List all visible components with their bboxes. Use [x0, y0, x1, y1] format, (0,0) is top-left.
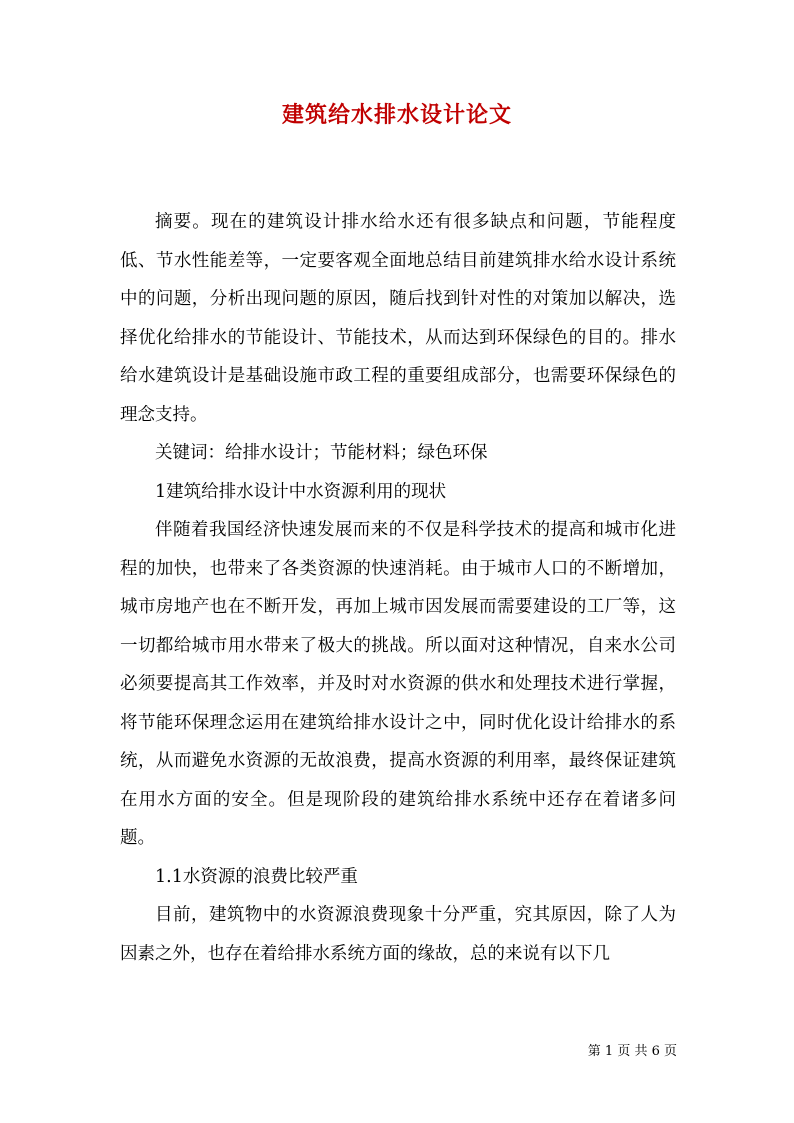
document-title: 建筑给水排水设计论文	[281, 102, 512, 128]
keywords-line: 关键词：给排水设计；节能材料；绿色环保	[155, 443, 488, 463]
page-number-footer: 第 1 页 共 6 页	[587, 1044, 677, 1059]
abstract-paragraph: 摘要。现在的建筑设计排水给水还有很多缺点和问题，节能程度低、节水性能差等，一定要客观全面地总结目前建筑排水给水设计系统中的问题，分析出现问题的原因，随后找到针对性的对策加以解决，选择优化给排水的节能设计、节能技术，从而达到环保绿色的目的。排水给水建筑设计是基础设施市政工程的重要组成部分，也需要环保绿色的理念支持。	[120, 212, 676, 425]
section-1-heading: 1建筑给排水设计中水资源利用的现状	[155, 481, 447, 502]
section-1-paragraph: 伴随着我国经济快速发展而来的不仅是科学技术的提高和城市化进程的加快，也带来了各类资源的快速消耗。由于城市人口的不断增加，城市房地产也在不断开发，再加上城市因发展而需要建设的工厂等，这一切都给城市用水带来了极大的挑战。所以面对这种情况，自来水公司必须要提高其工作效率，并及时对水资源的供水和处理技术进行掌握，将节能环保理念运用在建筑给排水设计之中，同时优化设计给排水的系统，从而避免水资源的无故浪费，提高水资源的利用率，最终保证建筑在用水方面的安全。但是现阶段的建筑给排水系统中还存在着诸多问题。	[120, 520, 676, 848]
section-1-1-paragraph: 目前，建筑物中的水资源浪费现象十分严重，究其原因，除了人为因素之外，也存在着给排水系统方面的缘故，总的来说有以下几	[120, 905, 676, 964]
document-body	[120, 203, 676, 973]
section-1-1-heading: 1.1水资源的浪费比较严重	[155, 866, 358, 887]
